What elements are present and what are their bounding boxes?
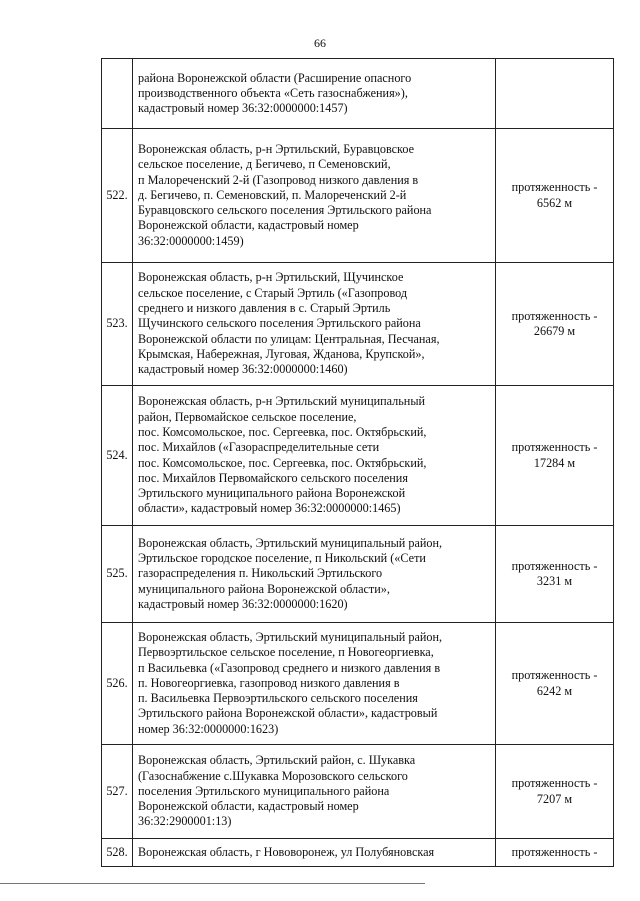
description-line: Воронежской области, кадастровый номер	[138, 218, 359, 233]
description-line: среднего и низкого давления в с. Старый Эртиль	[138, 301, 391, 316]
row-number: 528.	[102, 839, 133, 867]
length-line: 3231 м	[536, 574, 573, 588]
length-line: протяженность -	[511, 308, 598, 323]
description-line: кадастровый номер 36:32:0000000:1457)	[138, 101, 348, 116]
row-number: 525.	[102, 526, 133, 623]
row-number: 523.	[102, 263, 133, 386]
length-line: протяженность -	[511, 558, 598, 573]
description-line: Крымская, Набережная, Луговая, Жданова, Крупской»,	[138, 346, 425, 361]
description-line: номер 36:32:0000000:1623)	[138, 721, 279, 736]
description-line: муниципального района Воронежской области»,	[138, 581, 390, 596]
row-number: 522.	[102, 129, 133, 263]
object-description	[133, 526, 496, 623]
length-line: протяженность -	[511, 668, 598, 683]
description-line: производственного объекта «Сеть газоснабжения»),	[138, 85, 408, 100]
length-line: протяженность -	[511, 776, 598, 791]
table-row	[102, 623, 614, 745]
description-line: Воронежская область, Эртильский муниципальный район,	[138, 629, 443, 644]
description-line: Щучинского сельского поселения Эртильского района	[138, 316, 421, 331]
table-row	[102, 129, 614, 263]
object-description	[133, 386, 496, 526]
description-line: п. Васильевка Первоэртильского сельского поселения	[138, 691, 418, 706]
description-line: Эртильского района Воронежской области», кадастровый	[138, 706, 438, 721]
description-line: п Малореченский 2-й (Газопровод низкого давления в	[138, 172, 419, 187]
description-line: Эртильское городское поселение, п Никольский («Сети	[138, 551, 426, 566]
description-line: п. Новогеоргиевка, газопровод низкого давления в	[138, 675, 400, 690]
description-line: сельское поселение, с Старый Эртиль («Газопровод	[138, 285, 408, 300]
object-length	[496, 623, 614, 745]
description-line: сельское поселение, д Бегичево, п Семеновский,	[138, 157, 391, 172]
object-description	[133, 745, 496, 839]
description-line: Буравцовского сельского поселения Эртильского района	[138, 203, 432, 218]
description-line: поселения Эртильского муниципального района	[138, 783, 390, 798]
description-line: газораспределения п. Никольский Эртильского	[138, 566, 383, 581]
description-line: Воронежская область, р-н Эртильский муниципальный	[138, 394, 426, 409]
description-line: Первоэртильское сельское поселение, п Новогеоргиевка,	[138, 645, 434, 660]
length-line: протяженность -	[511, 440, 598, 455]
object-length	[496, 59, 614, 129]
object-length	[496, 526, 614, 623]
description-line: Воронежской области по улицам: Центральная, Песчаная,	[138, 331, 440, 346]
registry-table	[101, 58, 614, 867]
row-number	[102, 59, 133, 129]
description-line: района Воронежской области (Расширение опасного	[138, 70, 412, 85]
description-line: пос. Комсомольское, пос. Сергеевка, пос. Октябрьский,	[138, 424, 427, 439]
description-line: Воронежской области, кадастровый номер	[138, 799, 359, 814]
row-number: 524.	[102, 386, 133, 526]
object-description	[133, 129, 496, 263]
object-description	[133, 263, 496, 386]
length-line: 17284 м	[533, 455, 576, 470]
length-line: протяженность -	[511, 180, 598, 195]
row-number: 527.	[102, 745, 133, 839]
description-line: пос. Михайлов («Газораспределительные сети	[138, 440, 380, 455]
description-line: Эртильского муниципального района Воронежской	[138, 486, 406, 501]
footer-divider	[0, 883, 425, 884]
table-row	[102, 263, 614, 386]
description-line: район, Первомайское сельское поселение,	[138, 409, 357, 424]
description-line: Воронежская область, р-н Эртильский, Буравцовское	[138, 141, 414, 156]
description-line: кадастровый номер 36:32:0000000:1620)	[138, 596, 348, 611]
registry-table-body	[102, 59, 614, 867]
object-length	[496, 263, 614, 386]
description-line: 36:32:0000000:1459)	[138, 233, 244, 248]
length-line: 7207 м	[536, 791, 573, 806]
description-line: д. Бегичево, п. Семеновский, п. Малореченский 2-й	[138, 187, 407, 202]
description-line: пос. Комсомольское, пос. Сергеевка, пос. Октябрьский,	[138, 455, 427, 470]
description-line: Воронежская область, г Нововоронеж, ул Полубяновская	[138, 845, 435, 859]
table-row	[102, 839, 614, 867]
table-row	[102, 59, 614, 129]
table-row	[102, 526, 614, 623]
object-description	[133, 839, 496, 867]
description-line: п Васильевка («Газопровод среднего и низкого давления в	[138, 660, 441, 675]
table-row	[102, 386, 614, 526]
description-line: Воронежская область, Эртильский муниципальный район,	[138, 535, 443, 550]
description-line: Воронежская область, р-н Эртильский, Щучинское	[138, 270, 404, 285]
description-line: пос. Михайлов Первомайского сельского поселения	[138, 470, 408, 485]
table-row	[102, 745, 614, 839]
object-description	[133, 623, 496, 745]
description-line: 36:32:2900001:13)	[138, 814, 232, 829]
length-line: протяженность -	[511, 845, 598, 859]
object-description	[133, 59, 496, 129]
row-number: 526.	[102, 623, 133, 745]
length-line: 6562 м	[536, 195, 573, 210]
object-length	[496, 386, 614, 526]
object-length	[496, 839, 614, 867]
description-line: Воронежская область, Эртильский район, с. Шукавка	[138, 753, 416, 768]
description-line: области», кадастровый номер 36:32:0000000:1465)	[138, 501, 401, 516]
description-line: (Газоснабжение с.Шукавка Морозовского сельского	[138, 768, 408, 783]
length-line: 26679 м	[533, 324, 576, 338]
length-line: 6242 м	[536, 683, 573, 698]
description-line: кадастровый номер 36:32:0000000:1460)	[138, 362, 348, 377]
object-length	[496, 129, 614, 263]
page-number: 66	[314, 36, 326, 50]
object-length	[496, 745, 614, 839]
